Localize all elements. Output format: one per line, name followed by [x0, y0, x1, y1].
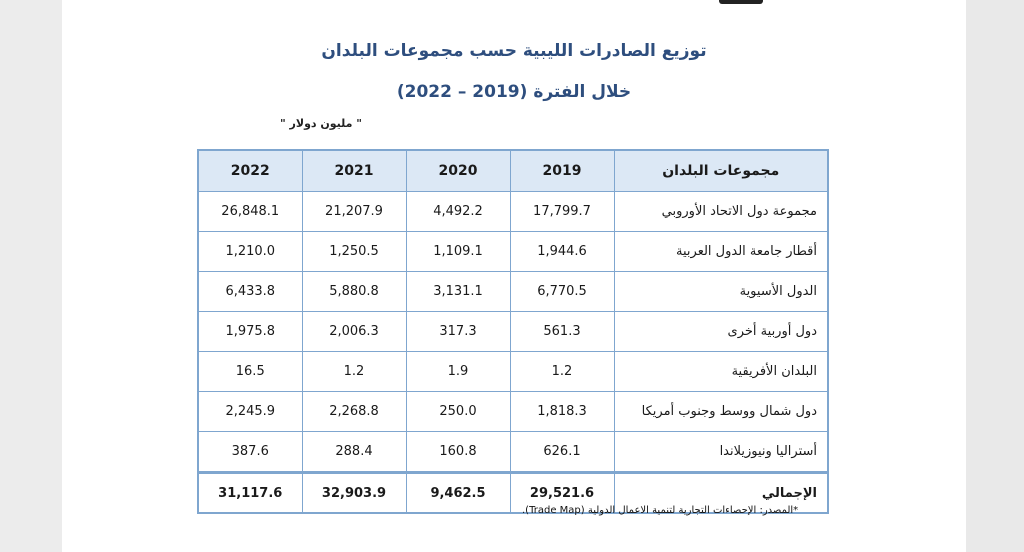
table-cell: 1.2	[302, 352, 406, 392]
table-cell: 160.8	[406, 432, 510, 473]
group-name-cell: البلدان الأفريقية	[614, 352, 828, 392]
table-cell: 1,944.6	[510, 232, 614, 272]
table-cell: 21,207.9	[302, 192, 406, 232]
table-cell: 2,006.3	[302, 312, 406, 352]
table-cell: 26,848.1	[198, 192, 302, 232]
table-cell: 1,818.3	[510, 392, 614, 432]
table-cell: 387.6	[198, 432, 302, 473]
table-cell: 4,492.2	[406, 192, 510, 232]
table-cell: 2,245.9	[198, 392, 302, 432]
total-cell: 31,117.6	[198, 473, 302, 514]
table-cell: 626.1	[510, 432, 614, 473]
table-cell: 288.4	[302, 432, 406, 473]
table-row	[198, 432, 828, 473]
table-cell: 1,250.5	[302, 232, 406, 272]
unit-label: " مليون دولار "	[280, 117, 363, 130]
group-name-cell: أقطار جامعة الدول العربية	[614, 232, 828, 272]
table-row	[198, 352, 828, 392]
table-cell: 1,975.8	[198, 312, 302, 352]
year-header: 2022	[198, 150, 302, 192]
group-name-cell: دول أوربية أخرى	[614, 312, 828, 352]
table-cell: 16.5	[198, 352, 302, 392]
table-cell: 6,433.8	[198, 272, 302, 312]
document-title: توزيع الصادرات الليبية حسب مجموعات البلدان	[321, 41, 707, 61]
table-cell: 317.3	[406, 312, 510, 352]
total-cell: 29,521.6	[510, 473, 614, 514]
table-cell: 561.3	[510, 312, 614, 352]
table-cell: 1.9	[406, 352, 510, 392]
group-header: مجموعات البلدان	[614, 150, 828, 192]
group-name-cell: أستراليا ونيوزيلاندا	[614, 432, 828, 473]
year-header: 2020	[406, 150, 510, 192]
table-cell: 1,210.0	[198, 232, 302, 272]
table-cell: 250.0	[406, 392, 510, 432]
total-label-cell: الإجمالي	[614, 473, 828, 514]
table-cell: 17,799.7	[510, 192, 614, 232]
table-cell: 1,109.1	[406, 232, 510, 272]
group-name-cell: الدول الأسيوية	[614, 272, 828, 312]
table-row	[198, 232, 828, 272]
exports-table	[197, 149, 829, 514]
document-page	[62, 0, 966, 552]
table-row	[198, 272, 828, 312]
left-background	[0, 0, 62, 552]
source-note: *المصدر: الإحصاءات التجارية لتنمية الاعمال الدولية (Trade Map).	[522, 505, 799, 516]
group-name-cell: دول شمال ووسط وجنوب أمريكا	[614, 392, 828, 432]
table-header-row	[198, 150, 828, 192]
cropped-text-fragment	[719, 0, 763, 4]
total-cell: 32,903.9	[302, 473, 406, 514]
table-cell: 1.2	[510, 352, 614, 392]
year-header: 2019	[510, 150, 614, 192]
table-cell: 3,131.1	[406, 272, 510, 312]
table-row	[198, 192, 828, 232]
total-cell: 9,462.5	[406, 473, 510, 514]
table-row	[198, 392, 828, 432]
year-header: 2021	[302, 150, 406, 192]
document-subtitle: خلال الفترة (2019 – 2022)	[396, 82, 632, 102]
group-name-cell: مجموعة دول الاتحاد الأوروبي	[614, 192, 828, 232]
table-cell: 2,268.8	[302, 392, 406, 432]
right-background	[966, 0, 1024, 552]
table-row	[198, 312, 828, 352]
table-cell: 6,770.5	[510, 272, 614, 312]
table-cell: 5,880.8	[302, 272, 406, 312]
